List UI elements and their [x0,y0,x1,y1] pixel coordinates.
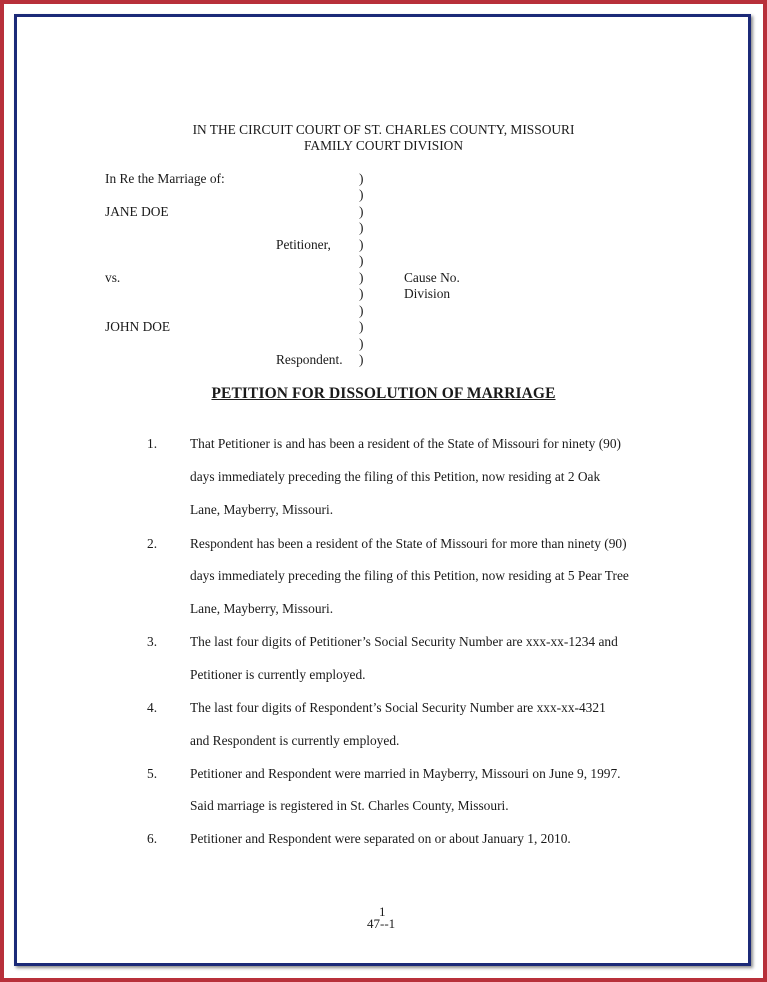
caption-paren: ) [359,303,364,318]
caption-division: Division [404,286,451,301]
caption-paren: ) [359,352,364,367]
paragraph-line: Lane, Mayberry, Missouri. [190,601,334,616]
paragraph-line: Respondent has been a resident of the State of Missouri for more than ninety (90) [190,536,627,551]
paragraph-number: 2. [147,536,158,551]
paragraph-number: 3. [147,634,158,649]
caption-paren: ) [359,286,364,301]
paragraph-line: Lane, Mayberry, Missouri. [190,502,334,517]
caption-paren: ) [359,253,364,268]
caption-petitioner-name: JANE DOE [105,204,169,219]
caption-paren: ) [359,220,364,235]
paragraph-line: and Respondent is currently employed. [190,733,400,748]
caption-paren: ) [359,171,364,186]
court-heading-line1: IN THE CIRCUIT COURT OF ST. CHARLES COUNTY, MISSOURI [192,122,575,137]
caption-vs: vs. [105,270,121,285]
paragraph-number: 5. [147,766,158,781]
caption-respondent-label: Respondent. [276,352,343,367]
caption-paren: ) [359,270,364,285]
paragraph-line: days immediately preceding the filing of this Petition, now residing at 2 Oak [190,469,601,484]
paragraph-line: Said marriage is registered in St. Charles County, Missouri. [190,798,509,813]
caption-paren: ) [359,204,364,219]
caption-petitioner-label: Petitioner, [276,237,331,252]
paragraph-number: 1. [147,436,158,451]
paragraph-line: Petitioner and Respondent were separated on or about January 1, 2010. [190,831,571,846]
caption-paren: ) [359,336,364,351]
caption-paren: ) [359,319,364,334]
form-number: 47--1 [367,916,396,931]
document-title: PETITION FOR DISSOLUTION OF MARRIAGE [211,385,556,402]
paragraph-line: That Petitioner is and has been a resident of the State of Missouri for ninety (90) [190,436,621,451]
paragraph-line: Petitioner and Respondent were married in Mayberry, Missouri on June 9, 1997. [190,766,621,781]
caption-paren: ) [359,187,364,202]
paragraph-line: Petitioner is currently employed. [190,667,366,682]
caption-respondent-name: JOHN DOE [105,319,171,334]
paragraph-number: 4. [147,700,158,715]
caption-cause-no: Cause No. [404,270,460,285]
court-heading-line2: FAMILY COURT DIVISION [303,138,464,153]
paragraph-line: The last four digits of Respondent’s Social Security Number are xxx-xx-4321 [190,700,606,715]
paragraph-number: 6. [147,831,158,846]
caption-paren: ) [359,237,364,252]
paragraph-line: The last four digits of Petitioner’s Social Security Number are xxx-xx-1234 and [190,634,618,649]
page-number: 1 [379,904,386,919]
paragraph-line: days immediately preceding the filing of this Petition, now residing at 5 Pear Tree [190,568,629,583]
caption-in-re: In Re the Marriage of: [105,171,225,186]
